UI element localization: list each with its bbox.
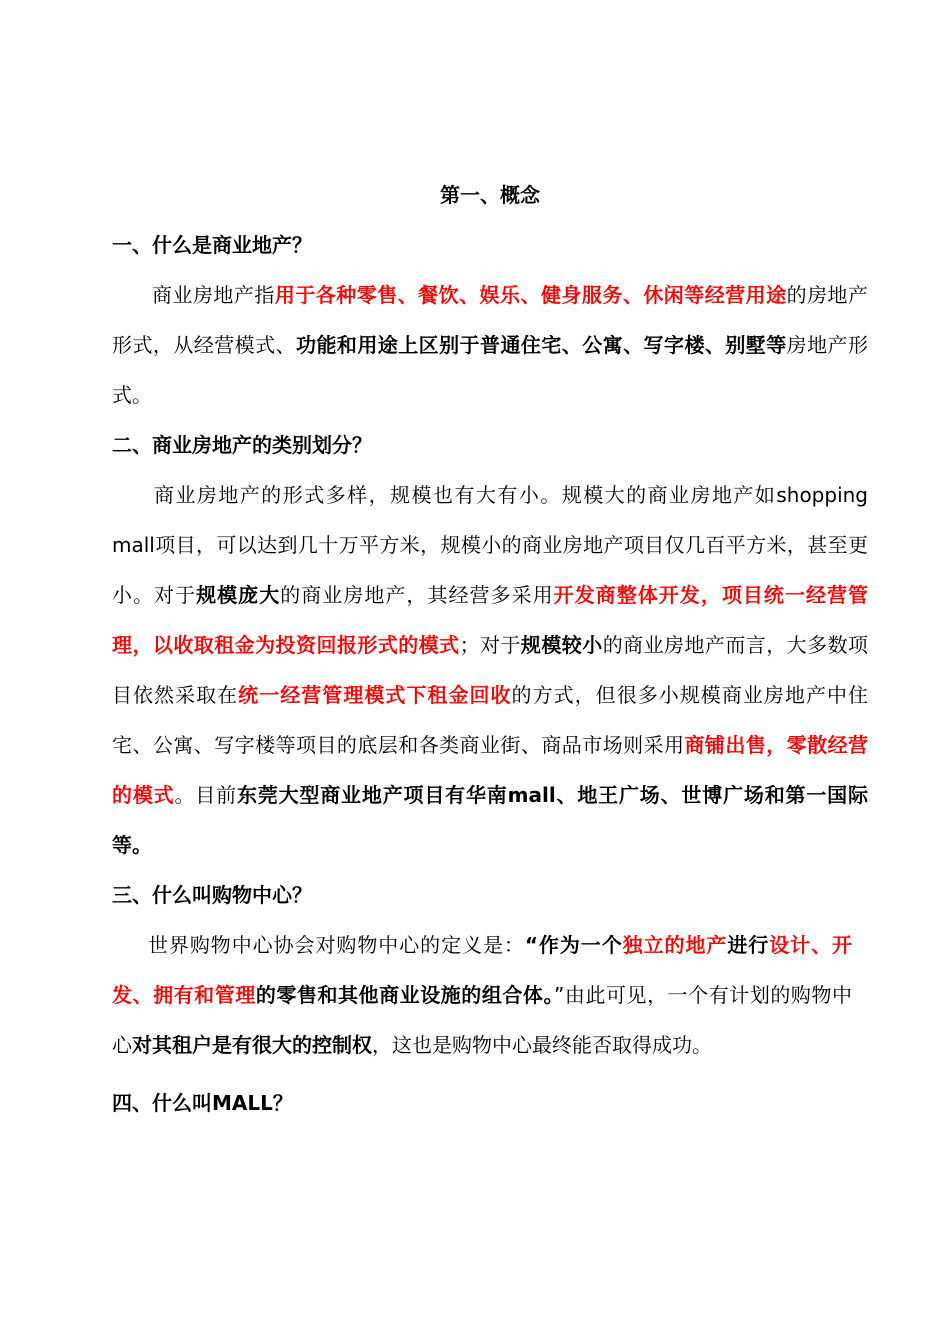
highlight-red: 设计、开发、拥有和管理 bbox=[112, 933, 853, 1007]
text-run: 房地产形式。 bbox=[112, 333, 869, 407]
highlight-red: 用于各种零售、餐饮、娱乐、健身服务、休闲等经营用途 bbox=[274, 283, 787, 307]
text-run: ；对于 bbox=[459, 633, 521, 657]
section-heading-4: 四、什么叫MALL？ bbox=[112, 1091, 293, 1115]
section-heading-2: 二、商业房地产的类别划分？ bbox=[112, 433, 372, 457]
text-bold: 东莞大型商业地产项目有华南mall、地王广场、世博广场和第一国际等。 bbox=[112, 783, 869, 857]
document-page bbox=[112, 170, 868, 1128]
text-bold: 功能和用途上区别于普通住宅、公寓、写字楼、别墅等 bbox=[296, 333, 787, 357]
section-heading-3: 三、什么叫购物中心？ bbox=[112, 883, 312, 907]
text-run: ，这也是购物中心最终能否取得成功。 bbox=[372, 1033, 712, 1057]
highlight-red: 商铺出售，零散经营的模式 bbox=[112, 733, 869, 807]
text-bold: “作为一个 bbox=[524, 933, 623, 957]
text-run: 世界购物中心协会对购物中心的定义是： bbox=[148, 933, 525, 957]
text-run: 商业房地产的形式多样，规模也有大有小。规模大的商业房地产如shopping mall项目，可以达到几十万平方米，规模小的商业房地产项目仅几百平方米，甚至更小。对于 bbox=[112, 483, 868, 607]
highlight-red: 开发商整体开发，项目统一经营管理，以收取租金为投资回报形式的模式 bbox=[112, 583, 869, 657]
text-bold: 进行 bbox=[727, 933, 770, 957]
text-run: 。目前 bbox=[174, 783, 237, 807]
section-3-paragraph bbox=[112, 920, 852, 1070]
text-run: 商业房地产指 bbox=[152, 283, 275, 307]
text-run: 的商业房地产，其经营多采用 bbox=[280, 583, 554, 607]
highlight-red: 统一经营管理模式下租金回收 bbox=[238, 683, 512, 707]
section-heading-1: 一、什么是商业地产？ bbox=[112, 233, 312, 257]
text-bold: 规模庞大 bbox=[196, 583, 281, 607]
text-run: 的方式，但很多小规模商业房地产中住宅、公寓、写字楼等项目的底层和各类商业街、商品市场则采用 bbox=[112, 683, 869, 757]
highlight-red: 独立的地产 bbox=[622, 933, 728, 957]
section-1-paragraph bbox=[112, 270, 868, 420]
page-title: 第一、概念 bbox=[440, 183, 540, 207]
text-bold: 的零售和其他商业设施的组合体。 bbox=[255, 983, 555, 1007]
spacer bbox=[112, 1070, 868, 1078]
text-run: 的商业房地产而言，大多数项目依然采取在 bbox=[112, 633, 869, 707]
text-bold: 对其租户是有很大的控制权 bbox=[132, 1033, 372, 1057]
text-run: ”由此可见，一个有计划的购物中心 bbox=[112, 983, 853, 1057]
text-run: 的房地产形式，从经营模式、 bbox=[112, 283, 869, 357]
text-bold: 规模较小 bbox=[520, 633, 603, 657]
section-2-paragraph bbox=[112, 470, 868, 870]
